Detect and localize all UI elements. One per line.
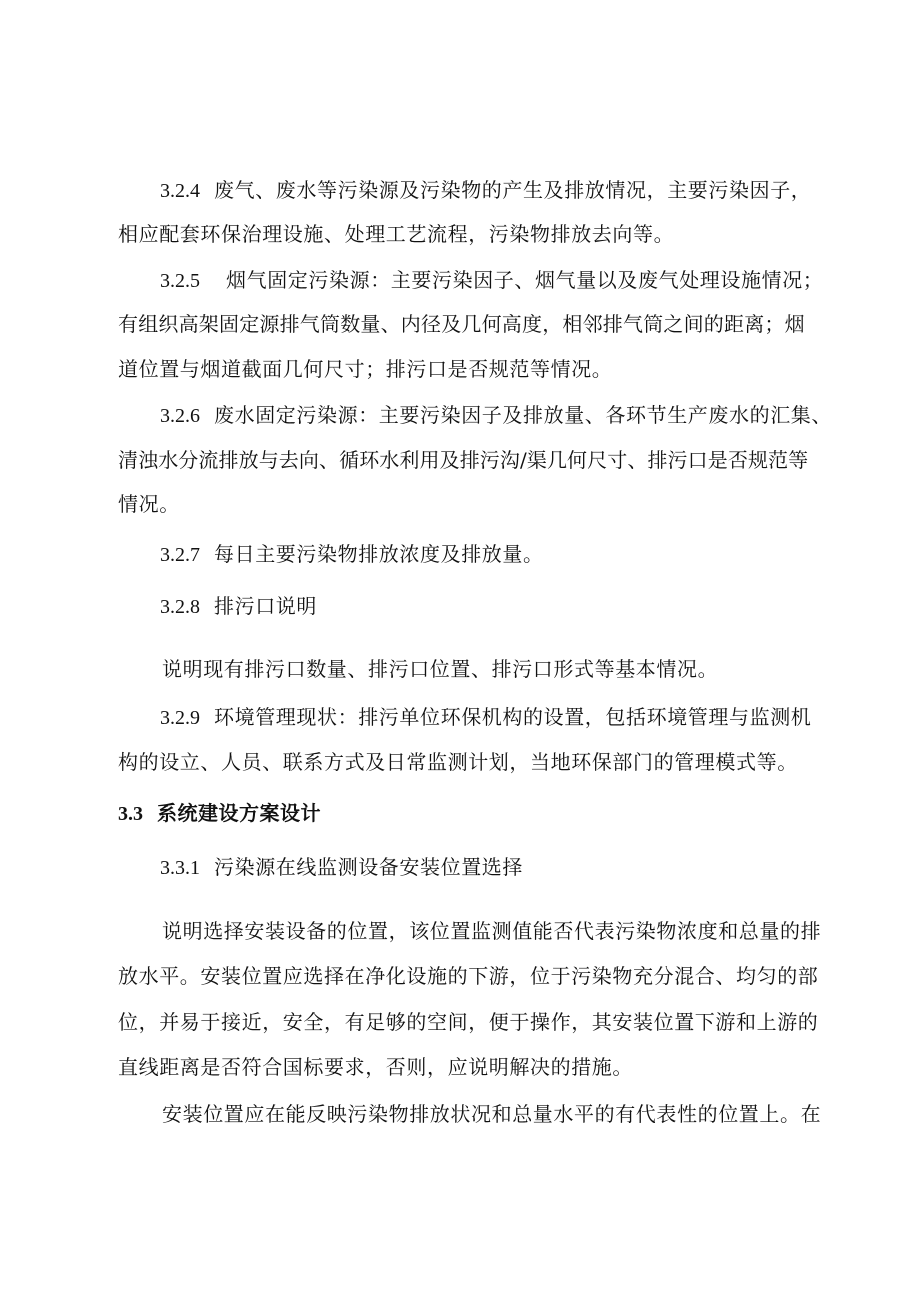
- section-3-2-5-line-3: 道位置与烟道截面几何尺寸；排污口是否规范等情况。: [118, 357, 613, 381]
- section-text: 废水固定污染源：主要污染因子及排放量、各环节生产废水的汇集、: [214, 403, 832, 427]
- section-3-2-4-line-1: [160, 176, 811, 205]
- section-number: 3.2.4: [160, 180, 200, 202]
- section-number: 3.2.8: [160, 596, 200, 618]
- section-3-2-9-line-2: 构的设立、人员、联系方式及日常监测计划，当地环保部门的管理模式等。: [118, 750, 798, 774]
- section-number: 3.2.5: [160, 270, 200, 292]
- section-title: 系统建设方案设计: [157, 801, 321, 825]
- section-number: 3.2.6: [160, 405, 200, 427]
- section-3-3-heading: [118, 799, 321, 828]
- section-3-2-9-line-1: [160, 703, 811, 732]
- section-3-2-6-line-1: [160, 401, 832, 430]
- section-3-2-5-line-2: 有组织高架固定源排气筒数量、内径及几何高度，相邻排气筒之间的距离；烟: [118, 312, 805, 336]
- section-3-3-1-para-1-line-1: 说明选择安装设备的位置，该位置监测值能否代表污染物浓度和总量的排: [162, 919, 822, 943]
- section-number: 3.2.7: [160, 544, 200, 566]
- section-3-3-1-para-1-line-2: 放水平。安装位置应选择在净化设施的下游，位于污染物充分混合、均匀的部: [118, 964, 819, 988]
- section-3-3-1-title: [160, 853, 523, 882]
- section-3-2-7-line-1: [160, 540, 544, 569]
- section-3-2-8-body: 说明现有排污口数量、排污口位置、排污口形式等基本情况。: [162, 657, 719, 681]
- section-3-2-6-line-2: 清浊水分流排放与去向、循环水利用及排污沟/渠几何尺寸、排污口是否规范等: [118, 448, 809, 472]
- section-number: 3.3.1: [160, 857, 200, 879]
- section-text: 环境管理现状：排污单位环保机构的设置，包括环境管理与监测机: [214, 705, 812, 729]
- section-3-2-6-line-3: 情况。: [118, 492, 180, 516]
- section-text: 每日主要污染物排放浓度及排放量。: [214, 542, 544, 566]
- section-3-2-5-line-1: [160, 266, 823, 295]
- section-title: 排污口说明: [214, 594, 317, 618]
- section-number: 3.2.9: [160, 707, 200, 729]
- section-title: 污染源在线监测设备安装位置选择: [214, 855, 523, 879]
- section-number: 3.3: [118, 803, 143, 825]
- section-3-2-8-title: [160, 592, 317, 621]
- section-3-3-1-para-1-line-3: 位，并易于接近，安全，有足够的空间，便于操作，其安装位置下游和上游的: [118, 1010, 819, 1034]
- section-text: 烟气固定污染源：主要污染因子、烟气量以及废气处理设施情况；: [226, 268, 824, 292]
- section-3-2-4-line-2: 相应配套环保治理设施、处理工艺流程，污染物排放去向等。: [118, 222, 675, 246]
- section-text: 废气、废水等污染源及污染物的产生及排放情况，主要污染因子，: [214, 178, 812, 202]
- section-3-3-1-para-2-line-1: 安装位置应在能反映污染物排放状况和总量水平的有代表性的位置上。在: [162, 1102, 822, 1126]
- section-3-3-1-para-1-line-4: 直线距离是否符合国标要求，否则，应说明解决的措施。: [118, 1055, 633, 1079]
